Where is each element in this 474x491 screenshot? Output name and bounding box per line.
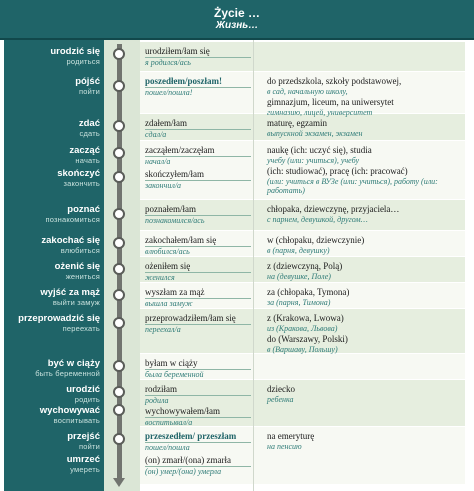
timeline-dot-icon: [113, 433, 125, 445]
complement-russian: с парнем, девушкой, другом…: [267, 215, 368, 224]
verb-russian: воспитывать: [53, 416, 100, 425]
past-form-polish: urodziłem/łam się: [145, 46, 210, 56]
page-header: [0, 0, 474, 40]
verb-cell: [6, 384, 104, 404]
past-form-polish: rodziłam: [145, 384, 177, 394]
complement-polish: do przedszkola, szkoły podstawowej,: [267, 76, 402, 86]
complement-polish: z (dziewczyną, Polą): [267, 261, 343, 271]
timeline-dot-icon: [113, 360, 125, 372]
past-form-polish: byłam w ciąży: [145, 358, 198, 368]
past-form-russian: была беременной: [145, 369, 251, 379]
verb-polish: zacząć: [69, 145, 100, 156]
past-form-cell: [145, 46, 251, 67]
complement-russian: в сад, начальную школу,: [267, 87, 348, 96]
timeline-dot-icon: [113, 237, 125, 249]
verb-polish: zdać: [78, 118, 100, 129]
complement-polish: dziecko: [267, 384, 295, 394]
timeline-dot-icon: [113, 386, 125, 398]
verb-polish: przeprowadzić się: [18, 313, 100, 324]
verb-cell: [6, 118, 104, 138]
verb-russian: переехать: [62, 324, 100, 333]
complement-cell: [267, 334, 467, 354]
verb-cell: [6, 358, 104, 378]
verb-cell: [6, 235, 104, 255]
past-form-polish: zacząłem/zaczęłam: [145, 145, 215, 155]
complement-cell: [267, 431, 467, 451]
timeline-dot-icon: [113, 208, 125, 220]
complement-russian: на (девушке, Поле): [267, 272, 331, 281]
complement-cell: [267, 287, 467, 307]
timeline-dot-icon: [113, 120, 125, 132]
complement-polish: naukę (ich: uczyć się), studia: [267, 145, 372, 155]
complement-polish: w (chłopaku, dziewczynie): [267, 235, 365, 245]
row-separator: [140, 484, 465, 485]
past-form-polish: wychowywałem/łam: [145, 406, 220, 416]
complement-polish: do (Warszawy, Polski): [267, 334, 348, 344]
verb-polish: poznać: [67, 204, 100, 215]
timeline-dot-icon: [113, 171, 125, 183]
timeline-arrow-icon: [113, 478, 125, 487]
verb-polish: skończyć: [57, 168, 100, 179]
past-form-polish: poznałem/łam: [145, 204, 196, 214]
verb-polish: być w ciąży: [47, 358, 100, 369]
past-form-polish: ożeniłem się: [145, 261, 191, 271]
past-form-cell: [145, 261, 251, 282]
verb-polish: wychowywać: [39, 405, 100, 416]
past-form-cell: [145, 287, 251, 308]
past-form-cell: [145, 169, 251, 190]
complement-cell: [267, 145, 467, 165]
complement-russian: (или: учиться в ВУЗе (или: учиться), работу (или: работать): [267, 177, 438, 195]
verb-cell: [6, 168, 104, 188]
complement-cell: [267, 384, 467, 404]
past-form-polish: przeszedłem/ przeszłam: [145, 431, 237, 441]
past-form-polish: przeprowadziłem/łam się: [145, 313, 236, 323]
verb-russian: быть беременной: [35, 369, 100, 378]
complement-russian: в (парня, девушку): [267, 246, 330, 255]
past-form-cell: [145, 431, 251, 452]
verb-russian: начать: [75, 156, 100, 165]
past-form-russian: вышла замуж: [145, 298, 251, 308]
past-form-polish: (on) zmarł/(ona) zmarła: [145, 455, 231, 465]
complement-russian: учебу (или: учиться), учебу: [267, 156, 360, 165]
past-form-russian: начал/а: [145, 156, 251, 166]
timeline-dot-icon: [113, 80, 125, 92]
complement-russian: выпускной экзамен, экзамен: [267, 129, 363, 138]
past-form-polish: poszedłem/poszłam!: [145, 76, 222, 86]
past-form-russian: пошел/пошла!: [145, 87, 251, 97]
verb-cell: [6, 46, 104, 66]
timeline-dot-icon: [113, 317, 125, 329]
verb-polish: przejść: [67, 431, 100, 442]
timeline-dot-icon: [113, 48, 125, 60]
past-form-cell: [145, 406, 251, 427]
complement-polish: maturę, egzamin: [267, 118, 327, 128]
page-subtitle: Жизнь…: [215, 20, 259, 31]
complement-cell: [267, 235, 467, 255]
past-form-polish: zakochałem/łam się: [145, 235, 217, 245]
past-form-cell: [145, 455, 251, 476]
timeline-dot-icon: [113, 404, 125, 416]
past-form-cell: [145, 358, 251, 379]
verb-cell: [6, 431, 104, 451]
verb-cell: [6, 76, 104, 96]
verb-polish: ożenić się: [54, 261, 100, 272]
verb-polish: urodzić: [66, 384, 100, 395]
complement-cell: [267, 118, 467, 138]
complement-russian: гимназию, лицей, университет: [267, 108, 373, 117]
past-form-cell: [145, 384, 251, 405]
verb-polish: umrzeć: [66, 454, 100, 465]
verb-russian: пойти: [78, 87, 100, 96]
past-form-cell: [145, 313, 251, 334]
verb-russian: сдать: [79, 129, 100, 138]
past-form-russian: воспитывал/а: [145, 417, 251, 427]
past-form-polish: wyszłam za mąż: [145, 287, 205, 297]
verb-polish: urodzić się: [50, 46, 100, 57]
complement-russian: на пенсию: [267, 442, 302, 451]
verb-russian: жениться: [65, 272, 100, 281]
verb-russian: закончить: [63, 179, 100, 188]
complement-polish: chłopaka, dziewczynę, przyjaciela…: [267, 204, 400, 214]
complement-russian: за (парня, Тимона): [267, 298, 331, 307]
past-form-cell: [145, 76, 251, 97]
complement-cell: [267, 97, 467, 117]
complement-polish: na emeryturę: [267, 431, 315, 441]
past-form-cell: [145, 118, 251, 139]
verb-russian: родиться: [66, 57, 100, 66]
past-form-cell: [145, 145, 251, 166]
complement-cell: [267, 261, 467, 281]
past-form-russian: пошел/пошла: [145, 442, 251, 452]
past-form-cell: [145, 235, 251, 256]
verb-russian: родить: [74, 395, 100, 404]
past-form-russian: закончил/а: [145, 180, 251, 190]
verb-polish: pójść: [75, 76, 100, 87]
past-form-russian: я родился/ась: [145, 57, 251, 67]
timeline-dot-icon: [113, 289, 125, 301]
past-form-russian: влюбился/ась: [145, 246, 251, 256]
complement-polish: gimnazjum, liceum, na uniwersytet: [267, 97, 394, 107]
complement-russian: ребенка: [267, 395, 294, 404]
verb-russian: влюбиться: [60, 246, 100, 255]
complement-cell: [267, 204, 467, 224]
timeline-dot-icon: [113, 263, 125, 275]
past-form-russian: родила: [145, 395, 251, 405]
verb-polish: zakochać się: [41, 235, 100, 246]
verb-russian: пойти: [78, 442, 100, 451]
past-form-russian: (он) умер/(она) умерла: [145, 466, 251, 476]
past-form-russian: сдал/а: [145, 129, 251, 139]
column-divider: [253, 40, 254, 491]
page-title: Życie …: [213, 6, 261, 20]
past-form-russian: переехал/а: [145, 324, 251, 334]
verb-cell: [6, 287, 104, 307]
verb-cell: [6, 405, 104, 425]
complement-russian: из (Кракова, Львова): [267, 324, 338, 333]
complement-russian: в (Варшаву, Польшу): [267, 345, 338, 354]
past-form-polish: zdałem/łam: [145, 118, 187, 128]
complement-cell: [267, 76, 467, 96]
verb-russian: познакомиться: [45, 215, 100, 224]
verb-cell: [6, 454, 104, 474]
complement-cell: [267, 313, 467, 333]
past-form-polish: skończyłem/łam: [145, 169, 204, 179]
verb-cell: [6, 145, 104, 165]
complement-polish: (ich: studiować), pracę (ich: pracować): [267, 166, 408, 176]
verb-cell: [6, 204, 104, 224]
complement-polish: z (Krakowa, Lwowa): [267, 313, 344, 323]
verb-polish: wyjść za mąż: [40, 287, 100, 298]
verb-russian: умереть: [70, 465, 100, 474]
verb-cell: [6, 313, 104, 333]
complement-polish: za (chłopaka, Tymona): [267, 287, 350, 297]
past-form-cell: [145, 204, 251, 225]
verb-russian: выйти замуж: [52, 298, 100, 307]
timeline-dot-icon: [113, 147, 125, 159]
complement-cell: [267, 166, 467, 195]
past-form-russian: женился: [145, 272, 251, 282]
past-form-russian: познакомился/ась: [145, 215, 251, 225]
verb-cell: [6, 261, 104, 281]
